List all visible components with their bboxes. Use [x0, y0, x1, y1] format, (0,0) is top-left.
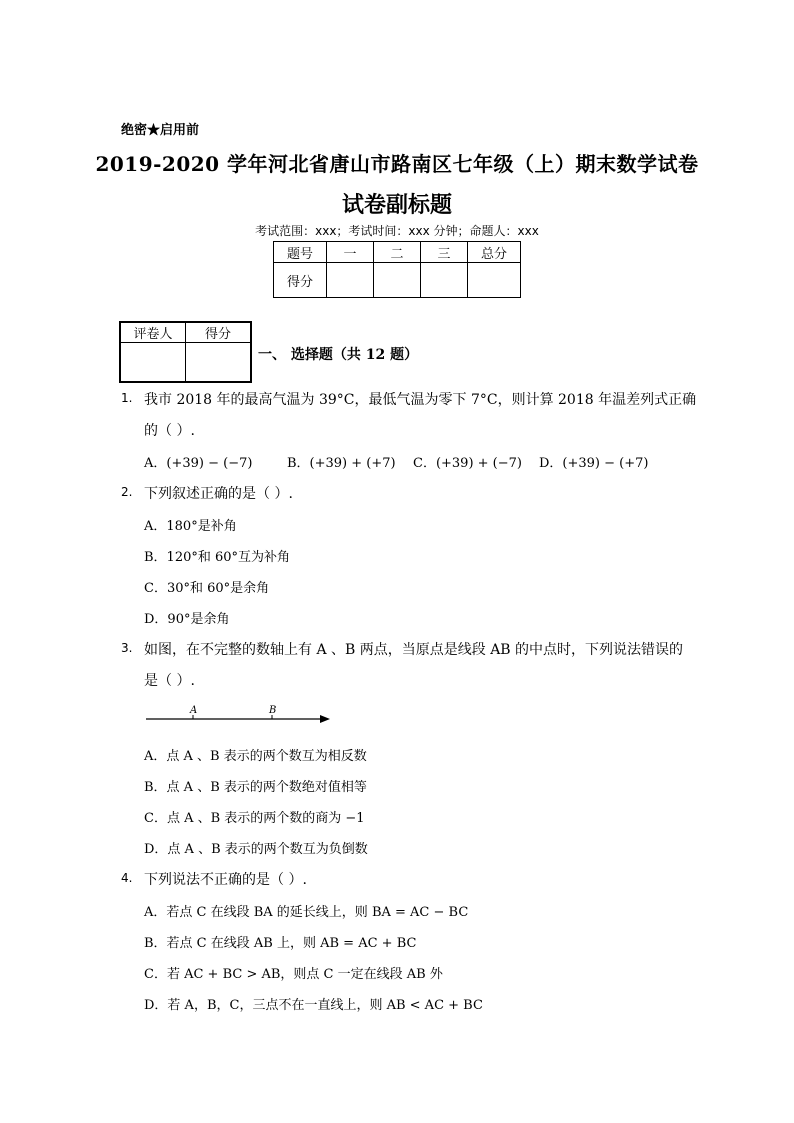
option-d[interactable]: D．(+39) − (+7) — [539, 456, 649, 471]
option-b[interactable]: B．若点 C 在线段 AB 上，则 AB = AC + BC — [144, 936, 417, 951]
score-cell[interactable] — [374, 263, 421, 298]
score-header-cell: 三 — [421, 242, 468, 263]
option-c[interactable]: C．30°和 60°是余角 — [144, 581, 270, 596]
option-d[interactable]: D．点 A 、B 表示的两个数互为负倒数 — [144, 842, 368, 857]
question-text: 是（ ）. — [144, 673, 195, 689]
exam-info: 考试范围：xxx；考试时间：xxx 分钟；命题人：xxx — [255, 224, 539, 238]
score-row-label: 得分 — [274, 263, 327, 298]
option-a[interactable]: A．180°是补角 — [144, 519, 237, 534]
question-text: 下列叙述正确的是（ ）. — [144, 486, 293, 502]
option-b[interactable]: B．点 A 、B 表示的两个数绝对值相等 — [144, 780, 367, 795]
grader-cell[interactable] — [120, 343, 186, 383]
option-c[interactable]: C．点 A 、B 表示的两个数的商为 −1 — [144, 811, 365, 826]
option-b[interactable]: B．(+39) + (+7) — [287, 456, 396, 471]
option-a[interactable]: A．若点 C 在线段 BA 的延长线上，则 BA = AC − BC — [144, 905, 469, 920]
question-number: 3. — [121, 641, 133, 655]
number-line-figure — [146, 703, 330, 727]
question-number: 4. — [121, 871, 133, 885]
score-cell[interactable] — [421, 263, 468, 298]
score-header-cell: 题号 — [274, 242, 327, 263]
option-d[interactable]: D．若 A，B，C，三点不在一直线上，则 AB < AC + BC — [144, 998, 483, 1013]
exam-title: 2019-2020 学年河北省唐山市路南区七年级（上）期末数学试卷 — [95, 152, 699, 176]
score-header-cell: 一 — [327, 242, 374, 263]
option-d[interactable]: D．90°是余角 — [144, 612, 230, 627]
option-a[interactable]: A．(+39) − (−7) — [144, 456, 253, 471]
arrow-right-icon — [320, 715, 330, 723]
exam-subtitle: 试卷副标题 — [341, 192, 452, 218]
grader-table — [119, 321, 252, 383]
score-header-cell: 二 — [374, 242, 421, 263]
grader-header-cell: 得分 — [186, 322, 252, 343]
point-b-label: B — [269, 705, 277, 716]
option-c[interactable]: C．若 AC + BC > AB，则点 C 一定在线段 AB 外 — [144, 967, 443, 982]
secret-label: 绝密★启用前 — [121, 123, 200, 138]
option-c[interactable]: C．(+39) + (−7) — [413, 456, 522, 471]
point-a-label: A — [190, 705, 198, 716]
score-cell[interactable] — [468, 263, 521, 298]
question-text: 下列说法不正确的是（ ）. — [144, 872, 307, 888]
option-a[interactable]: A．点 A 、B 表示的两个数互为相反数 — [144, 749, 367, 764]
question-number: 1. — [121, 391, 133, 405]
question-text: 如图，在不完整的数轴上有 A 、B 两点，当原点是线段 AB 的中点时，下列说法错误的 — [144, 642, 684, 658]
option-b[interactable]: B．120°和 60°互为补角 — [144, 550, 291, 565]
score-header-cell: 总分 — [468, 242, 521, 263]
grader-cell[interactable] — [186, 343, 252, 383]
score-cell[interactable] — [327, 263, 374, 298]
score-table — [273, 241, 521, 298]
grader-header-cell: 评卷人 — [120, 322, 186, 343]
section-heading: 一、 选择题（共 12 题） — [258, 347, 419, 363]
question-text: 的（ ）. — [144, 423, 195, 439]
question-text: 我市 2018 年的最高气温为 39°C，最低气温为零下 7°C，则计算 2018 年温差列式正确 — [144, 392, 697, 408]
question-number: 2. — [121, 485, 133, 499]
